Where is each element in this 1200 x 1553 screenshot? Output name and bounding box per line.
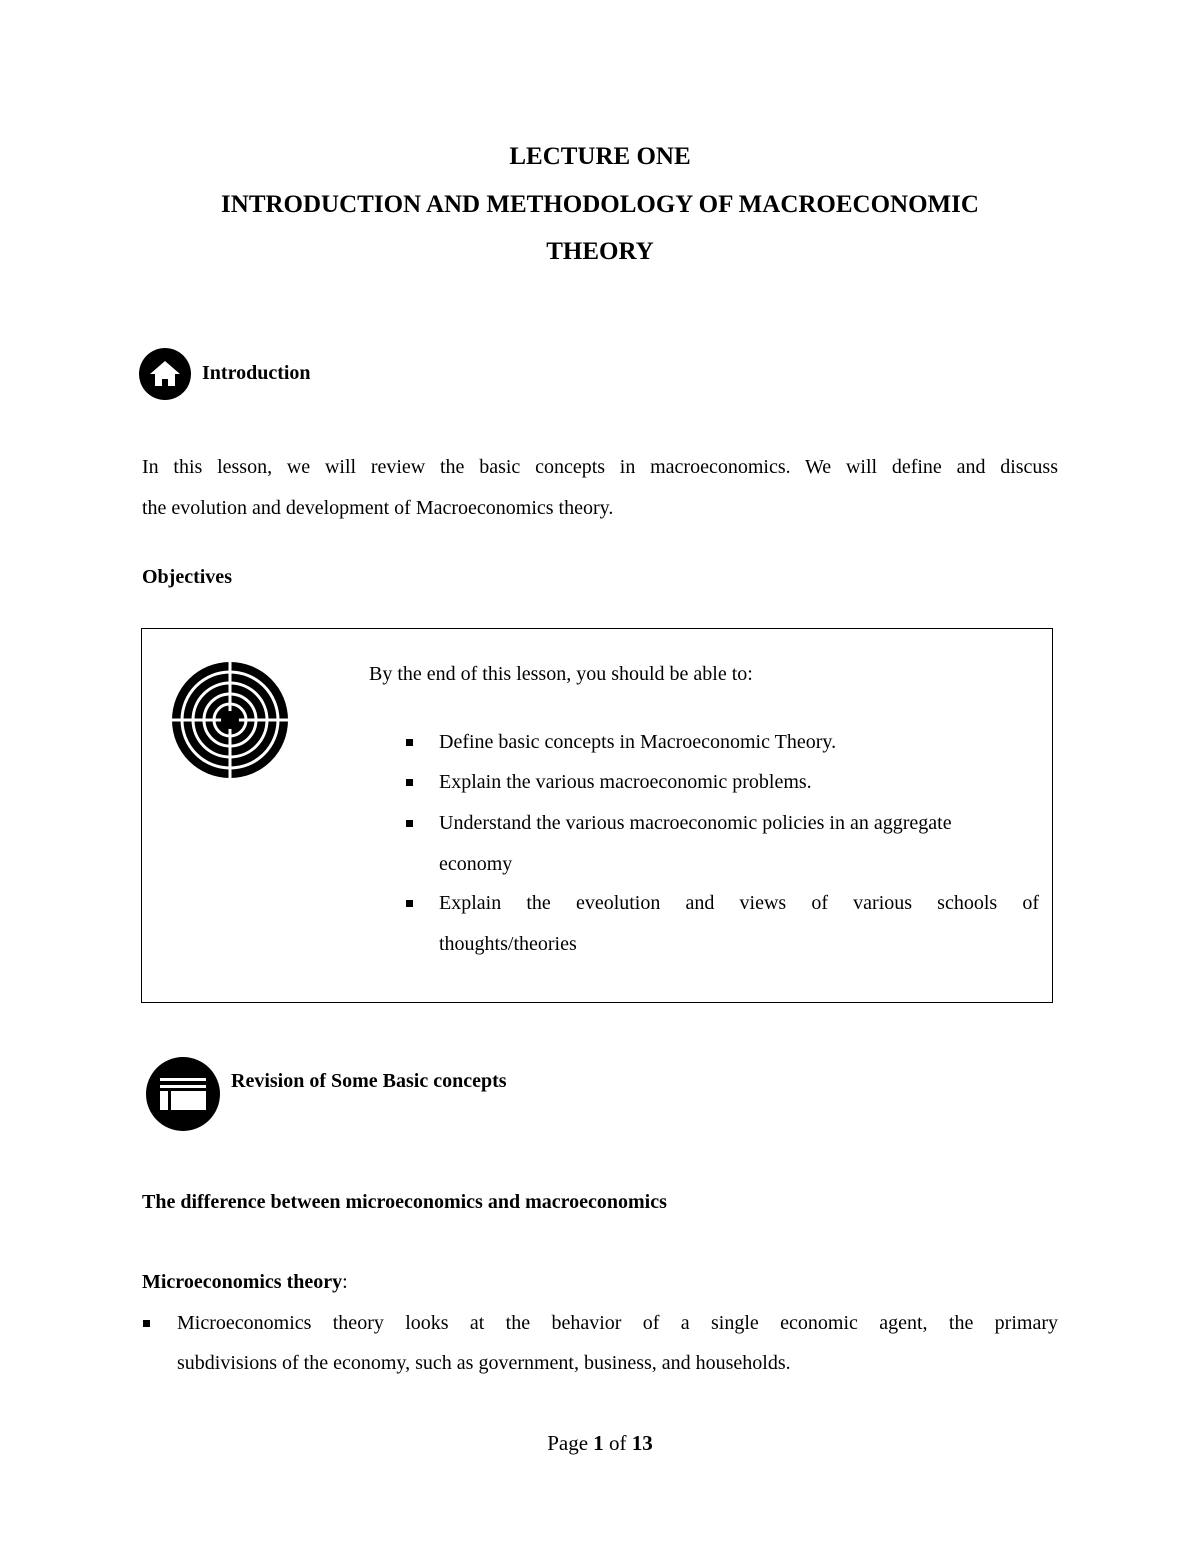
objectives-lead: By the end of this lesson, you should be able to:: [369, 663, 753, 685]
micro-heading: Microeconomics theory: [142, 1271, 343, 1293]
objective-item-4-continued: thoughts/theories: [439, 933, 577, 955]
page-footer: [0, 1428, 1200, 1458]
revision-heading: Revision of Some Basic concepts: [231, 1070, 507, 1092]
objectives-box: [141, 628, 1053, 1003]
intro-paragraph-line-2: the evolution and development of Macroeconomics theory.: [142, 497, 614, 519]
target-icon: [169, 661, 291, 779]
introduction-heading: Introduction: [202, 362, 311, 384]
objective-item-1: Define basic concepts in Macroeconomic Theory.: [439, 731, 837, 753]
objective-item-3: Understand the various macroeconomic policies in an aggregate: [439, 812, 952, 834]
page-word: Page: [547, 1431, 589, 1455]
current-page-number: 1: [593, 1431, 604, 1455]
of-word: of: [609, 1431, 627, 1455]
home-icon: [138, 347, 192, 401]
intro-paragraph-line-1: In this lesson, we will review the basic concepts in macroeconomics. We will define and discuss: [142, 456, 1058, 478]
total-pages-number: 13: [631, 1431, 653, 1455]
list-card-icon: [145, 1056, 221, 1132]
micro-bullet-line-2: subdivisions of the economy, such as government, business, and households.: [177, 1352, 791, 1374]
objectives-heading: Objectives: [142, 566, 232, 588]
lecture-title-continued: THEORY: [546, 238, 654, 265]
micro-heading-row: [142, 1269, 348, 1295]
bullet-icon: [406, 820, 413, 827]
bullet-icon: [406, 900, 413, 907]
bullet-icon: [406, 739, 413, 746]
objective-item-3-continued: economy: [439, 853, 513, 875]
difference-subheading: The difference between microeconomics and macroeconomics: [142, 1191, 667, 1213]
bullet-icon: [143, 1320, 150, 1327]
micro-heading-colon: :: [342, 1271, 348, 1293]
lecture-title: INTRODUCTION AND METHODOLOGY OF MACROECONOMIC: [221, 191, 979, 218]
lecture-number: LECTURE ONE: [509, 143, 691, 170]
bullet-icon: [406, 779, 413, 786]
objective-item-2: Explain the various macroeconomic problems.: [439, 771, 812, 793]
objective-item-4: Explain the eveolution and views of various schools of: [439, 892, 1039, 914]
micro-bullet-line-1: Microeconomics theory looks at the behavior of a single economic agent, the primary: [177, 1312, 1058, 1334]
